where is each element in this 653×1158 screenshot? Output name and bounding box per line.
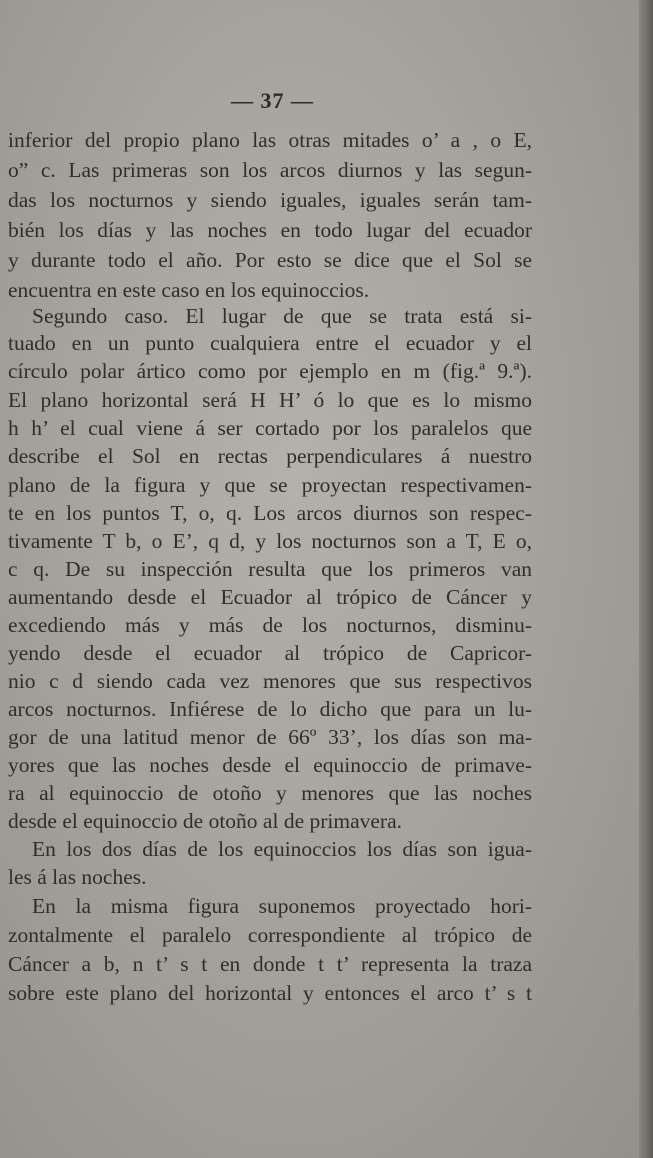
text-line: zontalmente el paralelo correspondiente al trópico de bbox=[8, 923, 532, 947]
page-number: — 37 — bbox=[231, 88, 314, 113]
text-line: aumentando desde el Ecuador al trópico de Cáncer y bbox=[8, 585, 532, 609]
text-line: nio c d siendo cada vez menores que sus respectivos bbox=[8, 669, 532, 693]
text-line: En los dos días de los equinoccios los días son igua- bbox=[32, 837, 532, 861]
text-line: Segundo caso. El lugar de que se trata está si- bbox=[32, 304, 532, 328]
text-line: tuado en un punto cualquiera entre el ecuador y el bbox=[8, 331, 532, 355]
text-line: c q. De su inspección resulta que los primeros van bbox=[8, 557, 532, 581]
text-line: En la misma figura suponemos proyectado hori- bbox=[32, 894, 532, 918]
text-line: describe el Sol en rectas perpendiculares á nuestro bbox=[8, 444, 532, 468]
text-line: excediendo más y más de los nocturnos, disminu- bbox=[8, 613, 532, 637]
text-line: y durante todo el año. Por esto se dice que el Sol se bbox=[8, 248, 532, 272]
text-line: plano de la figura y que se proyectan respectivamen- bbox=[8, 473, 532, 497]
text-line: bién los días y las noches en todo lugar del ecuador bbox=[8, 218, 532, 242]
text-line: El plano horizontal será H H’ ó lo que es lo mismo bbox=[8, 388, 532, 412]
text-line: sobre este plano del horizontal y entonces el arco t’ s t bbox=[8, 981, 532, 1005]
text-line: h h’ el cual viene á ser cortado por los paralelos que bbox=[8, 416, 532, 440]
text-line: arcos nocturnos. Infiérese de lo dicho que para un lu- bbox=[8, 697, 532, 721]
text-line: tivamente T b, o E’, q d, y los nocturnos son a T, E o, bbox=[8, 529, 532, 553]
text-line: das los nocturnos y siendo iguales, iguales serán tam- bbox=[8, 188, 532, 212]
text-line: encuentra en este caso en los equinoccios. bbox=[8, 278, 370, 302]
text-line: inferior del propio plano las otras mitades o’ a , o E, bbox=[8, 128, 532, 152]
text-line: yendo desde el ecuador al trópico de Capricor- bbox=[8, 641, 532, 665]
text-line: te en los puntos T, o, q. Los arcos diurnos son respec- bbox=[8, 501, 532, 525]
text-line: círculo polar ártico como por ejemplo en m (fig.ª 9.ª). bbox=[8, 359, 532, 383]
text-line: o” c. Las primeras son los arcos diurnos y las segun- bbox=[8, 158, 532, 182]
text-line: les á las noches. bbox=[8, 865, 147, 889]
text-line: ra al equinoccio de otoño y menores que las noches bbox=[8, 781, 532, 805]
text-line: Cáncer a b, n t’ s t en donde t t’ representa la traza bbox=[8, 952, 532, 976]
text-line: gor de una latitud menor de 66º 33’, los días son ma- bbox=[8, 725, 532, 749]
text-line: desde el equinoccio de otoño al de primavera. bbox=[8, 809, 403, 833]
page-edge-shadow bbox=[639, 0, 653, 1158]
text-line: yores que las noches desde el equinoccio de primave- bbox=[8, 753, 532, 777]
